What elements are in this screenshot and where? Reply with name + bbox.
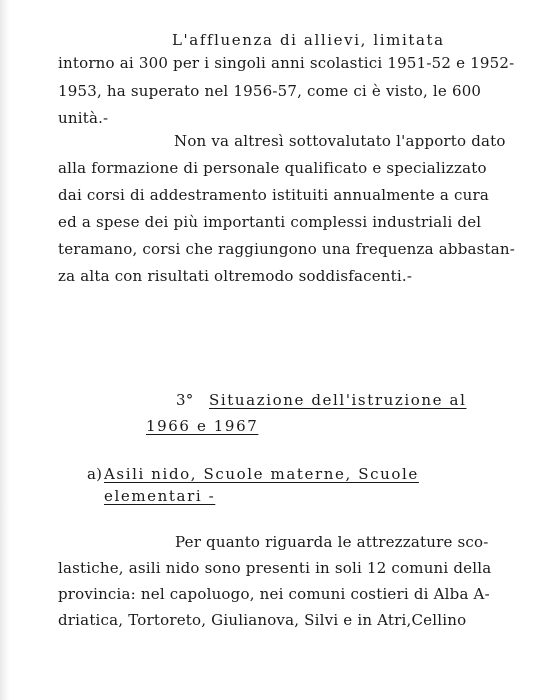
text-line: lastiche, asili nido sono presenti in soli 12 comuni della — [58, 559, 492, 577]
text-line: Non va altresì sottovalutato l'apporto dato — [174, 132, 506, 150]
text-line: L'affluenza di allievi, limitata — [172, 31, 445, 49]
text-line: 1953, ha superato nel 1956-57, come ci è visto, le 600 — [58, 82, 482, 100]
text-line: ed a spese dei più importanti complessi industriali del — [58, 213, 482, 231]
text-line: za alta con risultati oltremodo soddisfacenti.- — [58, 267, 413, 285]
subsection-letter: a) — [87, 465, 103, 483]
text-line: Per quanto riguarda le attrezzature sco- — [175, 533, 489, 551]
text-line: driatica, Tortoreto, Giulianova, Silvi e in Atri,Cellino — [58, 611, 467, 629]
text-line: intorno ai 300 per i singoli anni scolastici 1951-52 e 1952- — [58, 54, 515, 72]
section-heading-line1: Situazione dell'istruzione al — [209, 391, 467, 409]
text-line: alla formazione di personale qualificato e specializzato — [58, 159, 487, 177]
text-line: unità.- — [58, 109, 109, 127]
page-edge-shadow — [0, 0, 10, 700]
section-number: 3° — [176, 391, 194, 409]
text-line: dai corsi di addestramento istituiti annualmente a cura — [58, 186, 489, 204]
text-line: teramano, corsi che raggiungono una frequenza abbastan- — [58, 240, 516, 258]
subsection-heading-line2: elementari - — [104, 487, 216, 505]
section-heading-line2: 1966 e 1967 — [146, 417, 259, 435]
subsection-heading-line1: Asili nido, Scuole materne, Scuole — [104, 465, 419, 483]
text-line: provincia: nel capoluogo, nei comuni costieri di Alba A- — [58, 585, 490, 603]
